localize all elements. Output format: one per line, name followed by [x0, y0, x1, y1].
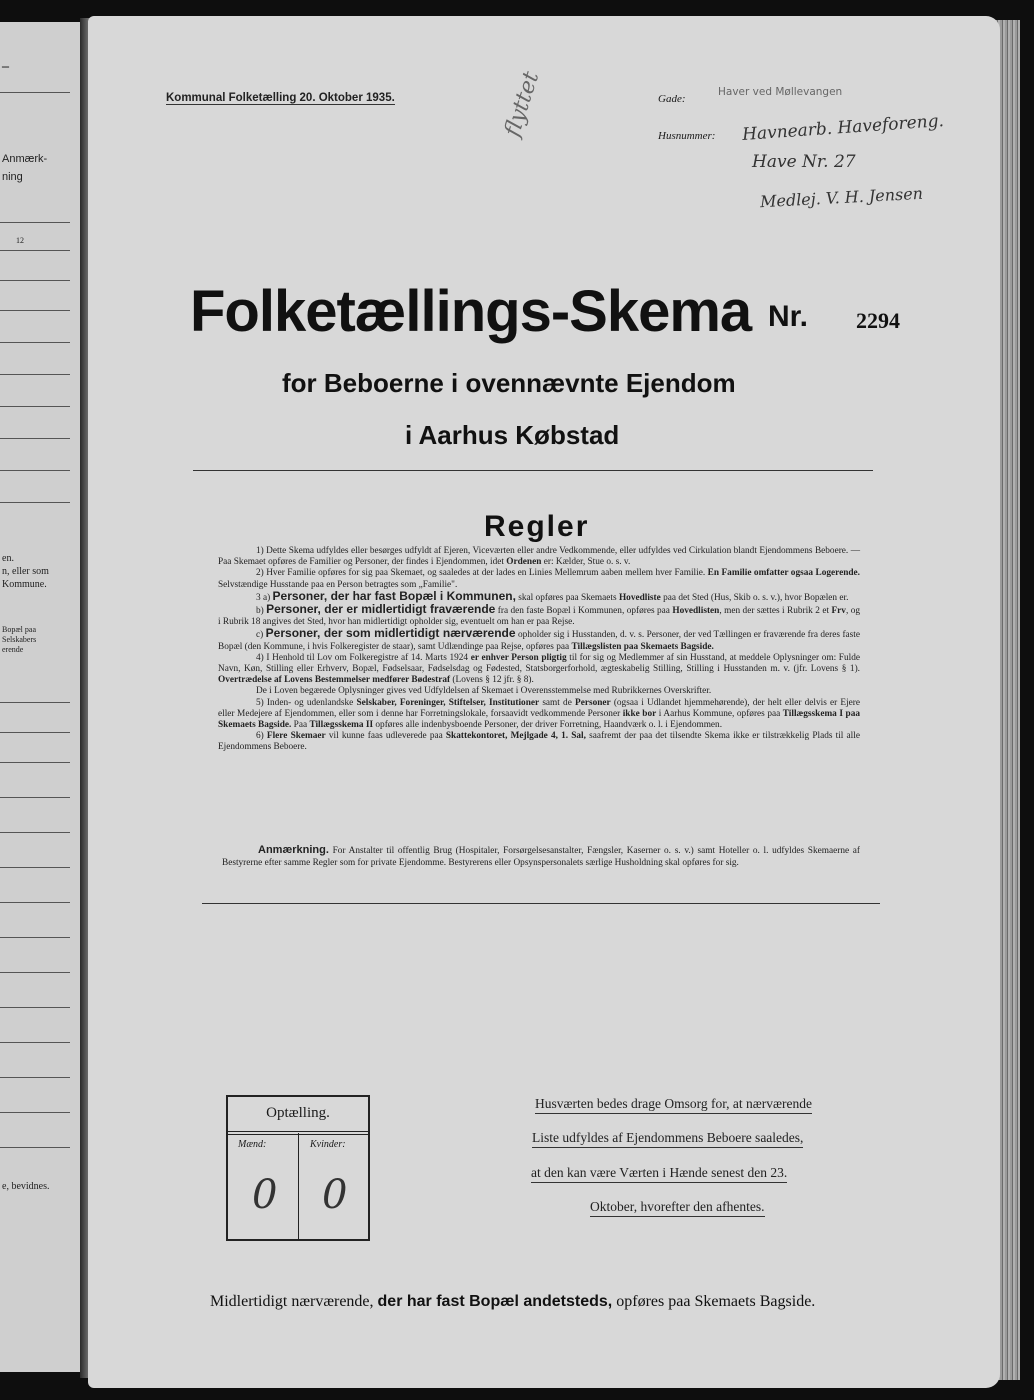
men-label: Mænd: — [238, 1139, 267, 1150]
footer-part-3: opføres paa Skemaets Bagside. — [616, 1293, 816, 1310]
facing-page-text-a: en. n, eller som Kommune. — [2, 553, 49, 590]
census-line: Kommunal Folketælling 20. Oktober 1935. — [166, 92, 395, 104]
subtitle-residents: for Beboerne i ovennævnte Ejendom — [282, 368, 736, 398]
flyttet-margin-note: flyttet — [500, 68, 545, 140]
husnummer-handwritten-line2: Have Nr. 27 — [752, 152, 856, 172]
footer-part-1: Midlertidigt nærværende, — [210, 1293, 374, 1310]
facing-page-dash: – — [2, 59, 9, 74]
husnummer-label: Husnummer: — [658, 130, 716, 142]
facing-page — [0, 22, 80, 1372]
notice-line-3: at den kan være Værten i Hænde senest den 23. — [531, 1165, 787, 1183]
remark-paragraph — [222, 845, 860, 869]
notice-line-2: Liste udfyldes af Ejendommens Beboere saaledes, — [532, 1130, 803, 1148]
form-number: 2294 — [856, 308, 900, 333]
count-box — [226, 1095, 370, 1241]
facing-page-column-number: 12 — [16, 236, 24, 245]
form-title: Folketællings-Skema — [190, 279, 752, 344]
notice-line-1: Husværten bedes drage Omsorg for, at nærværende — [535, 1096, 812, 1114]
women-count: 0 — [322, 1172, 348, 1218]
gade-value: Haver ved Møllevangen — [718, 86, 843, 98]
footer-note — [210, 1293, 815, 1311]
divider-top — [193, 470, 873, 471]
count-box-title: Optælling. — [266, 1105, 330, 1121]
number-label: Nr. — [768, 300, 809, 333]
notice-line-4: Oktober, hvorefter den afhentes. — [590, 1199, 765, 1217]
women-label: Kvinder: — [310, 1139, 346, 1150]
facing-page-text-b: Bopæl paa Selskabers erende — [2, 625, 37, 654]
remark-text: For Anstalter til offentlig Brug (Hospitaler, Forsørgelsesanstalter, Fængsler, Kaserner o. s. v.) samt Hoteller o. l. udfyldes Skemaerne af Bestyrerne efter samme Regler som for private Ejendomme. Bestyrerens eller Opsynspersonalets særlige Husholdning skal opføres for sig. — [222, 846, 860, 868]
facing-page-text-c: e, bevidnes. — [2, 1181, 50, 1192]
rules-heading: Regler — [484, 510, 590, 543]
subtitle-municipality: i Aarhus Købstad — [405, 420, 620, 450]
facing-page-column-title: Anmærk- ning — [2, 153, 48, 183]
divider-bottom — [202, 903, 880, 904]
men-count: 0 — [252, 1172, 278, 1218]
remark-label: Anmærkning. — [258, 844, 329, 856]
rules-text: 1) Dette Skema udfyldes eller besørges udfyldt af Ejeren, Viceværten eller andre Vedkommende, eller udfyldes ved Cirkulation blandt Ejendommens Beboere. — Paa Skemaet opføres de Familier og Personer, der findes i Ejendommen, idet Ordenen er: Kælder, Stue o. s. v. 2) Hver Familie opføres for sig paa Skemaet, og saaledes at der lades en Linies Mellemrum aaben mellem hver Familie. En Familie omfatter ogsaa Logerende. Selvstændige Husstande paa en Person betragtes som „Familie". 3 a) Personer, der har fast Bopæl i Kommunen, skal opføres paa Skemaets Hovedliste paa det Sted (Hus, Skib o. s. v.), hvor Bopælen er. b) Personer, der er midlertidigt fraværende fra den faste Bopæl i Kommunen, opføres paa Hovedlisten, men der sættes i Rubrik 2 et Frv, og i Rubrik 18 angives det Sted, hvor han midlertidigt opholder sig, eventuelt om han er paa Rejse. c) Personer, der som midlertidigt nærværende opholder sig i Husstanden, d. v. s. Personer, der ved Tællingen er fraværende fra deres faste Bopæl (den Kommune, i hvis Folkeregister de staar), samt Udlændinge paa Rejse, opføres paa Tillægslisten paa Skemaets Bagside. 4) I Henhold til Lov om Folkeregistre af 14. Marts 1924 er enhver Person pligtig til for sig og Medlemmer af sin Husstand, at meddele Oplysninger om: Fulde Navn, Køn, Stilling eller Erhverv, Bopæl, Fødselsaar, Fødselsdag og Fødested, Statsborgerforhold, ægteskabelig Stilling, Stilling i Husstanden m. v. (jfr. Lovens § 1). Overtrædelse af Lovens Bestemmelser medfører Bødestraf (Lovens § 12 jfr. § 8). De i Loven begærede Oplysninger gives ved Udfyldelsen af Skemaet i Overensstemmelse med Rubrikkernes Overskrifter. 5) Inden- og udenlandske Selskaber, Foreninger, Stiftelser, Institutioner samt de Personer (ogsaa i Udlandet hjemmehørende), der helt eller delvis er Ejere eller Medejere af Ejendommen, eller som i denne har Forretningslokale, forsaavidt vedkommende Personer ikke bor i Aarhus Kommune, opføres paa Tillægsskema I paa Skemaets Bagside. Paa Tillægsskema II opføres alle indenbysboende Personer, der driver Forretning, Haandværk o. l. i Ejendommen. 6) Flere Skemaer vil kunne faas udleverede paa Skattekontoret, Mejlgade 4, 1. Sal, saafremt der paa det tilsendte Skema ikke er tilstrækkelig Plads til alle Ejendommens Beboere. — [218, 546, 861, 753]
footer-part-2: der har fast Bopæl andetsteds, — [377, 1293, 613, 1310]
husnummer-handwritten-line1: Havnearb. Haveforeng. — [741, 110, 945, 146]
husnummer-handwritten-line3: Medlej. V. H. Jensen — [759, 183, 924, 212]
gade-label: Gade: — [658, 93, 686, 105]
